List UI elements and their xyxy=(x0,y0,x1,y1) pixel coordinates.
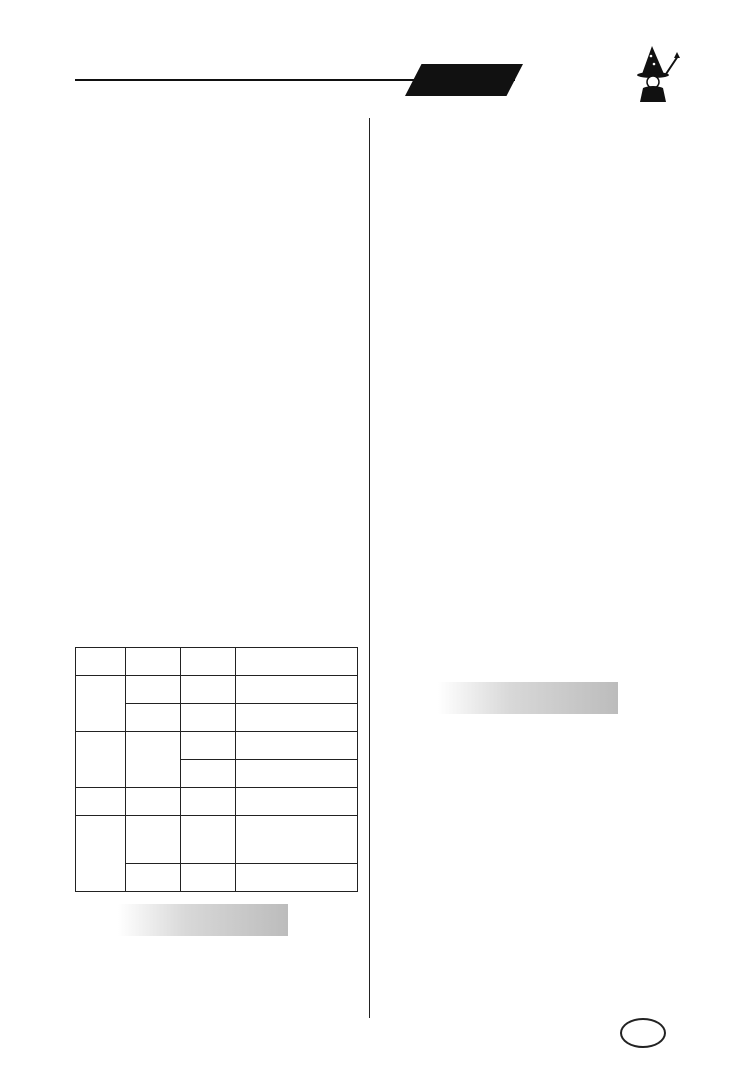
table-header-row xyxy=(76,648,358,676)
table-cell xyxy=(236,676,358,704)
page-number xyxy=(620,1018,666,1048)
table-cell xyxy=(181,816,236,864)
table-cell xyxy=(126,816,181,864)
table-header xyxy=(236,648,358,676)
table-cell xyxy=(126,788,181,816)
table-header xyxy=(76,648,126,676)
table-row xyxy=(76,788,358,816)
table-cell xyxy=(236,864,358,892)
table-header xyxy=(126,648,181,676)
table-cell xyxy=(236,760,358,788)
table-cell xyxy=(236,816,358,864)
table-cell-field xyxy=(76,788,126,816)
table-cell xyxy=(181,704,236,732)
table-cell xyxy=(236,704,358,732)
table-cell-field xyxy=(76,816,126,892)
table-cell xyxy=(126,676,181,704)
achievements-table xyxy=(75,647,358,892)
table-cell xyxy=(181,760,236,788)
table-row xyxy=(76,732,358,760)
table-cell xyxy=(181,788,236,816)
table-cell xyxy=(181,676,236,704)
table-cell xyxy=(126,732,181,788)
table-cell xyxy=(236,788,358,816)
table-cell-field xyxy=(76,676,126,732)
lesson15-table-wrap xyxy=(75,647,358,892)
header-black-band xyxy=(405,64,523,96)
table-row xyxy=(76,816,358,864)
table-cell xyxy=(126,704,181,732)
table-cell xyxy=(236,732,358,760)
column-divider xyxy=(369,118,370,1018)
wizard-figure-icon xyxy=(630,44,680,104)
table-cell xyxy=(126,864,181,892)
table-header xyxy=(181,648,236,676)
table-row xyxy=(76,676,358,704)
table-cell-field xyxy=(76,732,126,788)
unit2-banner xyxy=(438,682,618,714)
table-cell xyxy=(181,864,236,892)
table-cell xyxy=(181,732,236,760)
left-section-level xyxy=(100,190,290,198)
unit1-banner xyxy=(118,904,288,936)
